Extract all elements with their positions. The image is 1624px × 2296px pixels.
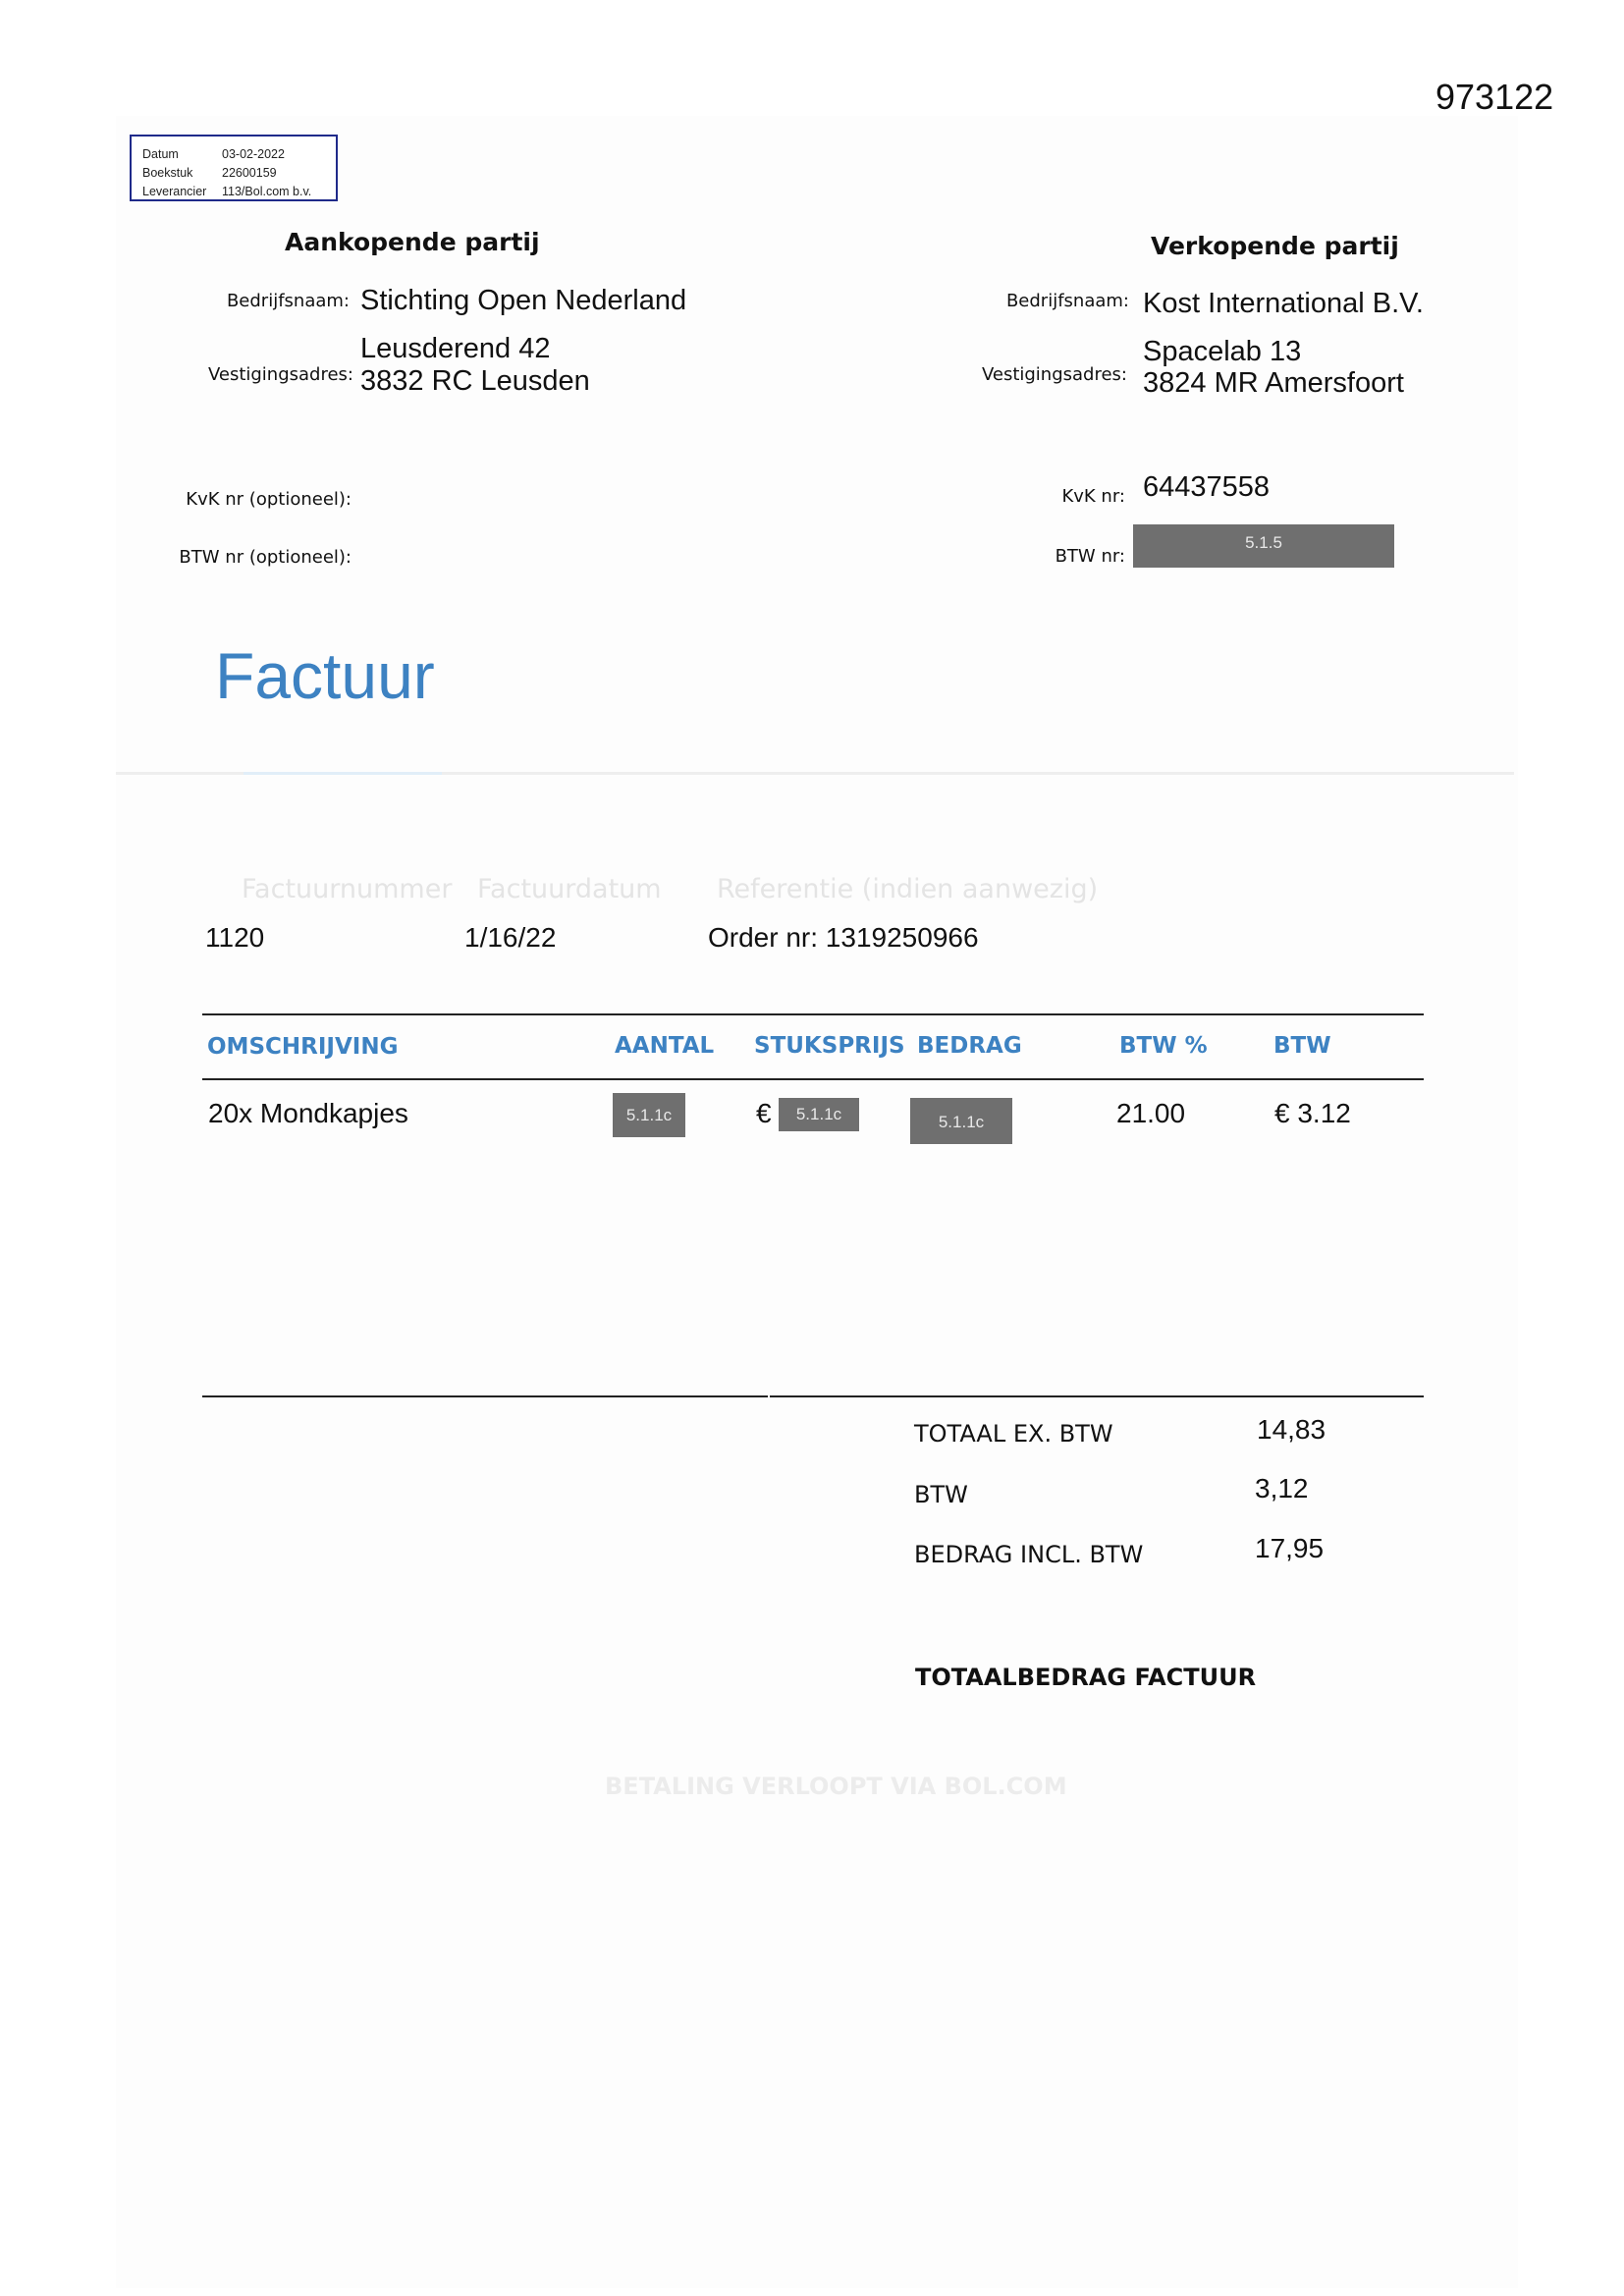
col-header-amount: BEDRAG [917, 1033, 1022, 1059]
total-incl-vat-value: 17,95 [1255, 1533, 1325, 1563]
col-header-unit-price: STUKSPRIJS [754, 1033, 905, 1059]
payment-note: BETALING VERLOOPT VIA BOL.COM [605, 1773, 1067, 1800]
totals-rule-right [770, 1395, 1424, 1397]
ref-header-invoice-date: Factuurdatum [477, 874, 662, 904]
seller-address-line2: 3824 MR Amersfoort [1143, 367, 1404, 399]
stamp-row [142, 164, 336, 183]
item-description: 20x Mondkapjes [208, 1098, 408, 1128]
col-header-vat-pct: BTW % [1119, 1033, 1208, 1059]
total-ex-vat-label: TOTAAL EX. BTW [914, 1420, 1113, 1448]
table-top-rule [202, 1013, 1424, 1015]
buyer-company-label: Bedrijfsnaam: [226, 291, 350, 311]
unit-price-currency: € [756, 1098, 772, 1128]
invoice-sheet [116, 116, 1518, 2288]
stamp-value: 22600159 [222, 166, 277, 180]
total-incl-vat-label: BEDRAG INCL. BTW [914, 1541, 1144, 1568]
grand-total-label: TOTAALBEDRAG FACTUUR [915, 1664, 1257, 1691]
unit-price-redaction: 5.1.1c [779, 1098, 859, 1131]
seller-company: Kost International B.V. [1143, 288, 1424, 319]
stamp-key: Boekstuk [142, 166, 193, 180]
ref-header-invoice-number: Factuurnummer [242, 874, 453, 904]
buyer-address-line2: 3832 RC Leusden [360, 365, 590, 397]
col-header-quantity: AANTAL [615, 1033, 715, 1059]
seller-kvk: 64437558 [1143, 471, 1271, 503]
seller-address-line1: Spacelab 13 [1143, 336, 1302, 367]
buyer-company: Stichting Open Nederland [360, 285, 687, 316]
invoice-date: 1/16/22 [464, 922, 557, 953]
vat-total-label: BTW [914, 1481, 968, 1508]
vat-total-value: 3,12 [1255, 1473, 1309, 1503]
amount-redaction: 5.1.1c [910, 1098, 1012, 1144]
stamp-value: 03-02-2022 [222, 147, 285, 161]
seller-address-label: Vestigingsadres: [981, 364, 1127, 385]
invoice-number: 1120 [205, 922, 265, 953]
item-vat-pct: 21.00 [1116, 1098, 1186, 1128]
col-header-description: OMSCHRIJVING [207, 1034, 399, 1060]
seller-btw-label: BTW nr: [1055, 546, 1125, 567]
quantity-redaction: 5.1.1c [613, 1093, 685, 1137]
buyer-btw-label: BTW nr (optioneel): [179, 547, 352, 568]
order-reference: Order nr: 1319250966 [708, 922, 979, 953]
total-ex-vat-value: 14,83 [1257, 1414, 1326, 1445]
booking-stamp [130, 135, 338, 201]
stamp-row [142, 145, 336, 164]
col-header-vat: BTW [1273, 1033, 1331, 1059]
table-header-rule [202, 1078, 1424, 1080]
invoice-title: Factuur [215, 639, 435, 712]
buyer-address-line1: Leusderend 42 [360, 333, 551, 364]
ref-header-reference: Referentie (indien aanwezig) [717, 874, 1099, 904]
title-divider-accent [244, 772, 442, 775]
stamp-row [142, 183, 336, 201]
stamp-key: Datum [142, 147, 179, 161]
seller-btw-redaction: 5.1.5 [1133, 524, 1394, 568]
seller-kvk-label: KvK nr: [1061, 486, 1125, 507]
stamp-key: Leverancier [142, 185, 207, 198]
seller-company-label: Bedrijfsnaam: [1005, 291, 1129, 311]
buyer-heading: Aankopende partij [285, 228, 540, 256]
totals-rule-left [202, 1395, 768, 1397]
item-vat: € 3.12 [1274, 1098, 1351, 1128]
stamp-value: 113/Bol.com b.v. [222, 185, 312, 198]
document-number: 973122 [1435, 77, 1554, 117]
buyer-kvk-label: KvK nr (optioneel): [186, 489, 352, 510]
seller-heading: Verkopende partij [1151, 232, 1399, 260]
buyer-address-label: Vestigingsadres: [207, 364, 353, 385]
